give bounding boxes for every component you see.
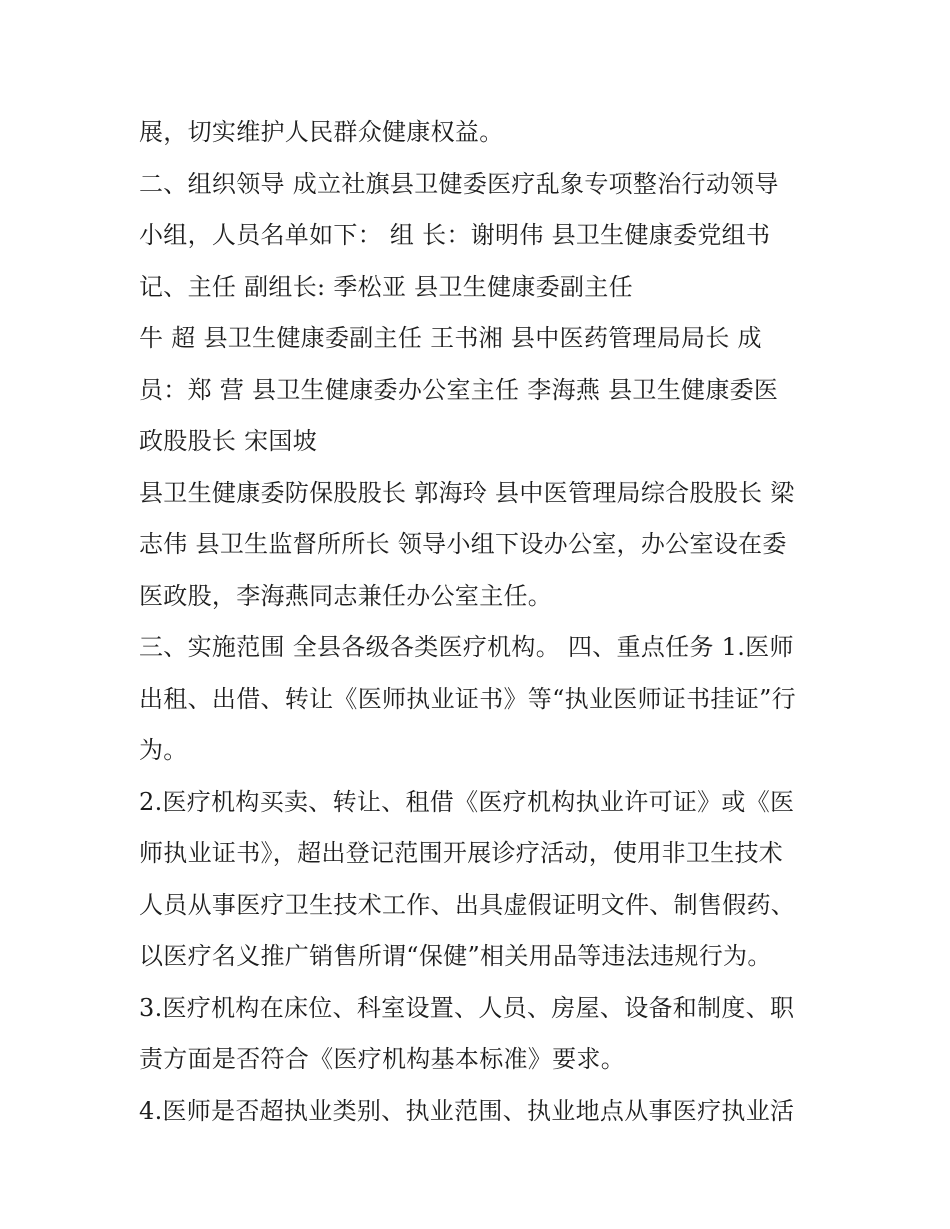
text-line: 志伟 县卫生监督所所长 领导小组下设办公室，办公室设在委 xyxy=(139,530,787,558)
text-line: 出租、出借、转让《医师执业证书》等“执业医师证书挂证”行 xyxy=(139,684,796,713)
text-line: 三、实施范围 全县各级各类医疗机构。 四、重点任务 1.医师 xyxy=(139,633,794,661)
text-line: 4.医师是否超执业类别、执业范围、执业地点从事医疗执业活 xyxy=(139,1096,795,1125)
text-line: 为。 xyxy=(139,736,188,764)
text-line: 医政股，李海燕同志兼任办公室主任。 xyxy=(139,581,553,610)
text-line: 二、组织领导 成立社旗县卫健委医疗乱象专项整治行动领导 xyxy=(139,169,779,198)
document-body xyxy=(139,107,829,1137)
text-line: 展，切实维护人民群众健康权益。 xyxy=(139,118,504,146)
text-line: 3.医疗机构在床位、科室设置、人员、房屋、设备和制度、职 xyxy=(139,993,795,1022)
text-line: 小组，人员名单如下： 组 长：谢明伟 县卫生健康委党组书 xyxy=(139,221,771,249)
text-line: 责方面是否符合《医疗机构基本标准》要求。 xyxy=(139,1045,625,1073)
text-line: 人员从事医疗卫生技术工作、出具虚假证明文件、制售假药、 xyxy=(139,890,796,919)
text-line: 以医疗名义推广销售所谓“保健”相关用品等违法违规行为。 xyxy=(139,942,772,970)
text-line: 师执业证书》，超出登记范围开展诊疗活动，使用非卫生技术 xyxy=(139,839,784,867)
text-line: 记、主任 副组长: 季松亚 县卫生健康委副主任 xyxy=(139,272,633,301)
text-line: 牛 超 县卫生健康委副主任 王书湘 县中医药管理局局长 成 xyxy=(139,324,762,352)
text-line: 员：郑 营 县卫生健康委办公室主任 李海燕 县卫生健康委医 xyxy=(139,375,779,404)
text-line: 2.医疗机构买卖、转让、租借《医疗机构执业许可证》或《医 xyxy=(139,787,795,816)
text-line: 县卫生健康委防保股股长 郭海玲 县中医管理局综合股股长 梁 xyxy=(139,478,795,507)
text-line: 政股股长 宋国坡 xyxy=(139,427,318,455)
